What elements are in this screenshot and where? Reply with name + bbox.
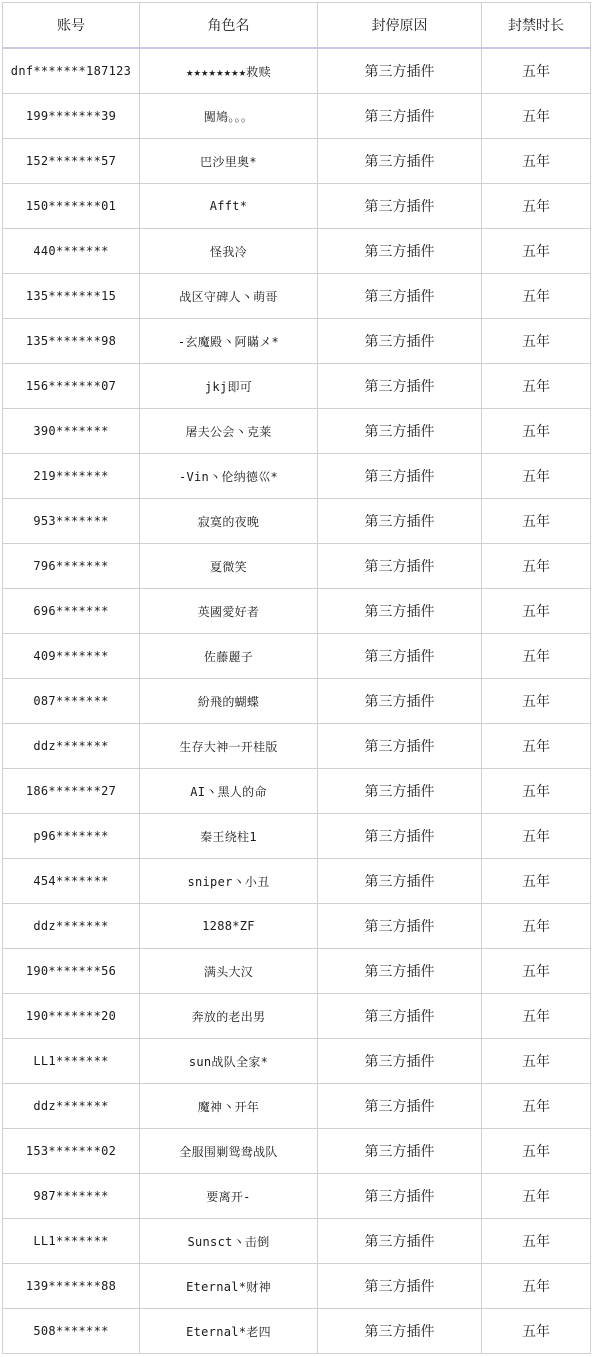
table-row <box>3 319 591 364</box>
table-row <box>3 454 591 499</box>
ban-reason-cell: 第三方插件 <box>318 48 482 94</box>
table-row <box>3 1219 591 1264</box>
ban-reason-cell: 第三方插件 <box>318 499 482 544</box>
table-row <box>3 409 591 454</box>
ban-duration-cell: 五年 <box>482 48 591 94</box>
account-cell: 390******* <box>3 409 140 454</box>
ban-reason-cell: 第三方插件 <box>318 184 482 229</box>
ban-reason-cell: 第三方插件 <box>318 229 482 274</box>
ban-duration-cell: 五年 <box>482 364 591 409</box>
ban-reason-cell: 第三方插件 <box>318 949 482 994</box>
account-cell: 454******* <box>3 859 140 904</box>
account-cell: ddz******* <box>3 724 140 769</box>
account-cell: 696******* <box>3 589 140 634</box>
table-header <box>3 3 591 49</box>
account-cell: 135*******15 <box>3 274 140 319</box>
role-name-cell: AI丶黑人的命 <box>140 769 318 814</box>
ban-reason-cell: 第三方插件 <box>318 409 482 454</box>
table-row <box>3 184 591 229</box>
table-row <box>3 94 591 139</box>
role-name-cell: -玄魔殿丶阿瞞メ* <box>140 319 318 364</box>
ban-reason-cell: 第三方插件 <box>318 1264 482 1309</box>
table-row <box>3 499 591 544</box>
ban-reason-cell: 第三方插件 <box>318 634 482 679</box>
ban-duration-cell: 五年 <box>482 859 591 904</box>
account-cell: 219******* <box>3 454 140 499</box>
account-cell: 987******* <box>3 1174 140 1219</box>
account-cell: 508******* <box>3 1309 140 1354</box>
header-role-name: 角色名 <box>140 3 318 49</box>
ban-reason-cell: 第三方插件 <box>318 94 482 139</box>
role-name-cell: 秦王绕柱1 <box>140 814 318 859</box>
ban-duration-cell: 五年 <box>482 1084 591 1129</box>
table-row <box>3 1129 591 1174</box>
role-name-cell: 满头大汉 <box>140 949 318 994</box>
role-name-cell: ★★★★★★★★救赎 <box>140 48 318 94</box>
ban-duration-cell: 五年 <box>482 1174 591 1219</box>
ban-duration-cell: 五年 <box>482 94 591 139</box>
account-cell: ddz******* <box>3 904 140 949</box>
table-row <box>3 589 591 634</box>
ban-duration-cell: 五年 <box>482 589 591 634</box>
ban-duration-cell: 五年 <box>482 139 591 184</box>
account-cell: 087******* <box>3 679 140 724</box>
ban-duration-cell: 五年 <box>482 994 591 1039</box>
ban-reason-cell: 第三方插件 <box>318 904 482 949</box>
ban-reason-cell: 第三方插件 <box>318 364 482 409</box>
ban-reason-cell: 第三方插件 <box>318 139 482 184</box>
account-cell: 135*******98 <box>3 319 140 364</box>
ban-duration-cell: 五年 <box>482 1129 591 1174</box>
account-cell: 953******* <box>3 499 140 544</box>
table-row <box>3 364 591 409</box>
role-name-cell: 佐藤麗子 <box>140 634 318 679</box>
role-name-cell: 屠夫公会丶克莱 <box>140 409 318 454</box>
ban-reason-cell: 第三方插件 <box>318 274 482 319</box>
account-cell: 156*******07 <box>3 364 140 409</box>
table-row <box>3 949 591 994</box>
role-name-cell: 1288*ZF <box>140 904 318 949</box>
role-name-cell: sun战队全家* <box>140 1039 318 1084</box>
account-cell: 153*******02 <box>3 1129 140 1174</box>
account-cell: 139*******88 <box>3 1264 140 1309</box>
ban-reason-cell: 第三方插件 <box>318 859 482 904</box>
ban-duration-cell: 五年 <box>482 1219 591 1264</box>
ban-duration-cell: 五年 <box>482 724 591 769</box>
ban-reason-cell: 第三方插件 <box>318 589 482 634</box>
table-row <box>3 1264 591 1309</box>
ban-reason-cell: 第三方插件 <box>318 679 482 724</box>
account-cell: p96******* <box>3 814 140 859</box>
table-row <box>3 1174 591 1219</box>
ban-reason-cell: 第三方插件 <box>318 769 482 814</box>
role-name-cell: Sunsct丶击倒 <box>140 1219 318 1264</box>
table-body <box>3 48 591 1354</box>
role-name-cell: 全服围剿鸳鸯战队 <box>140 1129 318 1174</box>
table-row <box>3 994 591 1039</box>
table-row <box>3 634 591 679</box>
account-cell: 796******* <box>3 544 140 589</box>
ban-duration-cell: 五年 <box>482 229 591 274</box>
ban-reason-cell: 第三方插件 <box>318 994 482 1039</box>
role-name-cell: jkj即可 <box>140 364 318 409</box>
table-row <box>3 769 591 814</box>
ban-duration-cell: 五年 <box>482 949 591 994</box>
ban-reason-cell: 第三方插件 <box>318 454 482 499</box>
table-row <box>3 679 591 724</box>
ban-duration-cell: 五年 <box>482 1039 591 1084</box>
table-row <box>3 1084 591 1129</box>
role-name-cell: Afft* <box>140 184 318 229</box>
header-ban-duration: 封禁时长 <box>482 3 591 49</box>
account-cell: 199*******39 <box>3 94 140 139</box>
ban-duration-cell: 五年 <box>482 184 591 229</box>
ban-duration-cell: 五年 <box>482 814 591 859</box>
ban-reason-cell: 第三方插件 <box>318 1084 482 1129</box>
table-row <box>3 48 591 94</box>
role-name-cell: Eternal*财神 <box>140 1264 318 1309</box>
ban-reason-cell: 第三方插件 <box>318 1219 482 1264</box>
ban-duration-cell: 五年 <box>482 1264 591 1309</box>
role-name-cell: 英國愛好者 <box>140 589 318 634</box>
header-row <box>3 3 591 49</box>
role-name-cell: 战区守碑人丶萌哥 <box>140 274 318 319</box>
role-name-cell: 紛飛的蝴蝶 <box>140 679 318 724</box>
table-row <box>3 229 591 274</box>
ban-reason-cell: 第三方插件 <box>318 814 482 859</box>
role-name-cell: 魔神丶开年 <box>140 1084 318 1129</box>
ban-reason-cell: 第三方插件 <box>318 1174 482 1219</box>
role-name-cell: sniper丶小丑 <box>140 859 318 904</box>
ban-duration-cell: 五年 <box>482 454 591 499</box>
ban-reason-cell: 第三方插件 <box>318 319 482 364</box>
role-name-cell: 闖鳩。。。 <box>140 94 318 139</box>
role-name-cell: 要离开- <box>140 1174 318 1219</box>
table-row <box>3 814 591 859</box>
role-name-cell: 奔放的老出男 <box>140 994 318 1039</box>
account-cell: ddz******* <box>3 1084 140 1129</box>
ban-list-table <box>2 2 591 1354</box>
account-cell: 440******* <box>3 229 140 274</box>
ban-reason-cell: 第三方插件 <box>318 724 482 769</box>
account-cell: 152*******57 <box>3 139 140 184</box>
table-row <box>3 1309 591 1354</box>
table-row <box>3 724 591 769</box>
ban-duration-cell: 五年 <box>482 634 591 679</box>
account-cell: 186*******27 <box>3 769 140 814</box>
ban-reason-cell: 第三方插件 <box>318 1309 482 1354</box>
account-cell: dnf*******187123 <box>3 48 140 94</box>
account-cell: LL1******* <box>3 1219 140 1264</box>
account-cell: 150*******01 <box>3 184 140 229</box>
table-row <box>3 274 591 319</box>
ban-duration-cell: 五年 <box>482 679 591 724</box>
ban-duration-cell: 五年 <box>482 769 591 814</box>
role-name-cell: Eternal*老四 <box>140 1309 318 1354</box>
role-name-cell: 巴沙里奥* <box>140 139 318 184</box>
account-cell: LL1******* <box>3 1039 140 1084</box>
ban-duration-cell: 五年 <box>482 904 591 949</box>
ban-duration-cell: 五年 <box>482 544 591 589</box>
account-cell: 409******* <box>3 634 140 679</box>
table-row <box>3 1039 591 1084</box>
ban-reason-cell: 第三方插件 <box>318 544 482 589</box>
table-row <box>3 859 591 904</box>
role-name-cell: 夏微笑 <box>140 544 318 589</box>
table-row <box>3 139 591 184</box>
table-row <box>3 904 591 949</box>
ban-reason-cell: 第三方插件 <box>318 1039 482 1084</box>
table-row <box>3 544 591 589</box>
account-cell: 190*******20 <box>3 994 140 1039</box>
ban-duration-cell: 五年 <box>482 274 591 319</box>
ban-duration-cell: 五年 <box>482 1309 591 1354</box>
account-cell: 190*******56 <box>3 949 140 994</box>
ban-reason-cell: 第三方插件 <box>318 1129 482 1174</box>
ban-duration-cell: 五年 <box>482 319 591 364</box>
role-name-cell: -Vin丶伦纳德巛* <box>140 454 318 499</box>
role-name-cell: 生存大神一开桂版 <box>140 724 318 769</box>
role-name-cell: 寂寞的夜晚 <box>140 499 318 544</box>
ban-duration-cell: 五年 <box>482 409 591 454</box>
header-ban-reason: 封停原因 <box>318 3 482 49</box>
ban-duration-cell: 五年 <box>482 499 591 544</box>
role-name-cell: 怪我冷 <box>140 229 318 274</box>
header-account: 账号 <box>3 3 140 49</box>
